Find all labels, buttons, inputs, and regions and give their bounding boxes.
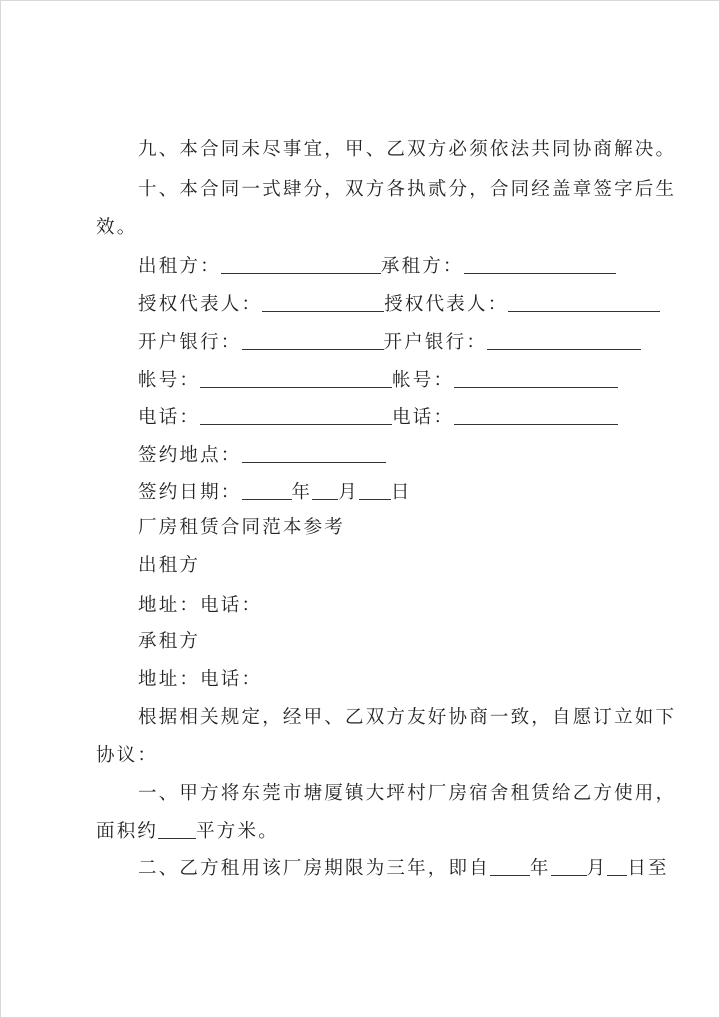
template-title: 厂房租赁合同范本参考 <box>138 517 346 538</box>
place-blank[interactable] <box>242 444 386 463</box>
account-label-a: 帐号： <box>138 370 201 391</box>
term-year-label: 年 <box>529 858 551 879</box>
preamble-line1: 根据相关规定，经甲、乙双方友好协商一致，自愿订立如下 <box>138 707 677 728</box>
clause-9: 九、本合同未尽事宜，甲、乙双方必须依法共同协商解决。 <box>138 139 677 160</box>
area-suffix: 平方米。 <box>196 821 279 842</box>
phone-label-a: 电话： <box>138 407 201 428</box>
clause-1-line2 <box>96 817 719 843</box>
date-year-label: 年 <box>291 482 313 503</box>
preamble-line2: 协议： <box>96 745 159 766</box>
account-label-b: 帐号： <box>392 370 455 391</box>
rep-blank-b[interactable] <box>508 293 660 312</box>
phone-blank-b[interactable] <box>454 406 618 425</box>
signature-lessor-row <box>138 252 719 278</box>
date-year-blank[interactable] <box>242 481 292 500</box>
signature-phone-row <box>138 403 719 429</box>
signing-place-row <box>138 441 719 467</box>
account-blank-b[interactable] <box>454 369 618 388</box>
area-blank[interactable] <box>158 820 196 839</box>
term-day-blank[interactable] <box>607 857 627 876</box>
bank-blank-b[interactable] <box>487 331 641 350</box>
phone-label-b: 电话： <box>392 407 455 428</box>
lessee-blank[interactable] <box>464 255 616 274</box>
term-month-label: 月 <box>586 858 608 879</box>
date-label: 签约日期： <box>138 482 242 503</box>
signature-bank-row <box>138 328 719 354</box>
lessor-address-phone: 地址：电话： <box>138 595 263 616</box>
bank-label-b: 开户银行： <box>383 332 488 353</box>
term-prefix: 二、乙方租用该厂房期限为三年，即自 <box>138 858 490 879</box>
date-month-label: 月 <box>338 482 359 503</box>
signature-rep-row <box>138 290 719 316</box>
rep-label-b: 授权代表人： <box>384 294 509 315</box>
clause-2-line1 <box>138 854 719 880</box>
bank-label-a: 开户银行： <box>138 332 242 353</box>
date-day-blank[interactable] <box>359 481 391 500</box>
lessor-label: 出租方： <box>138 256 221 277</box>
place-label: 签约地点： <box>138 445 242 466</box>
term-month-blank[interactable] <box>551 857 587 876</box>
clause-10-line1: 十、本合同一式肆分，双方各执贰分，合同经盖章签字后生 <box>138 179 677 200</box>
lessor-heading: 出租方 <box>138 555 201 576</box>
clause-10-line2: 效。 <box>96 217 138 238</box>
rep-label-a: 授权代表人： <box>138 294 263 315</box>
area-prefix: 面积约 <box>96 821 159 842</box>
term-day-label: 日至 <box>627 858 669 879</box>
lessee-label: 承租方： <box>380 256 464 277</box>
phone-blank-a[interactable] <box>200 406 392 425</box>
bank-blank-a[interactable] <box>242 331 384 350</box>
term-year-blank[interactable] <box>490 857 530 876</box>
rep-blank-a[interactable] <box>262 293 384 312</box>
date-month-blank[interactable] <box>312 481 338 500</box>
lessor-blank[interactable] <box>221 255 381 274</box>
signature-account-row <box>138 366 719 392</box>
lessee-address-phone: 地址：电话： <box>138 669 263 690</box>
signing-date-row <box>138 478 719 504</box>
date-day-label: 日 <box>390 482 412 503</box>
lessee-heading: 承租方 <box>138 631 201 652</box>
clause-1-line1: 一、甲方将东莞市塘厦镇大坪村厂房宿舍租赁给乙方使用， <box>138 783 677 804</box>
account-blank-a[interactable] <box>200 369 392 388</box>
